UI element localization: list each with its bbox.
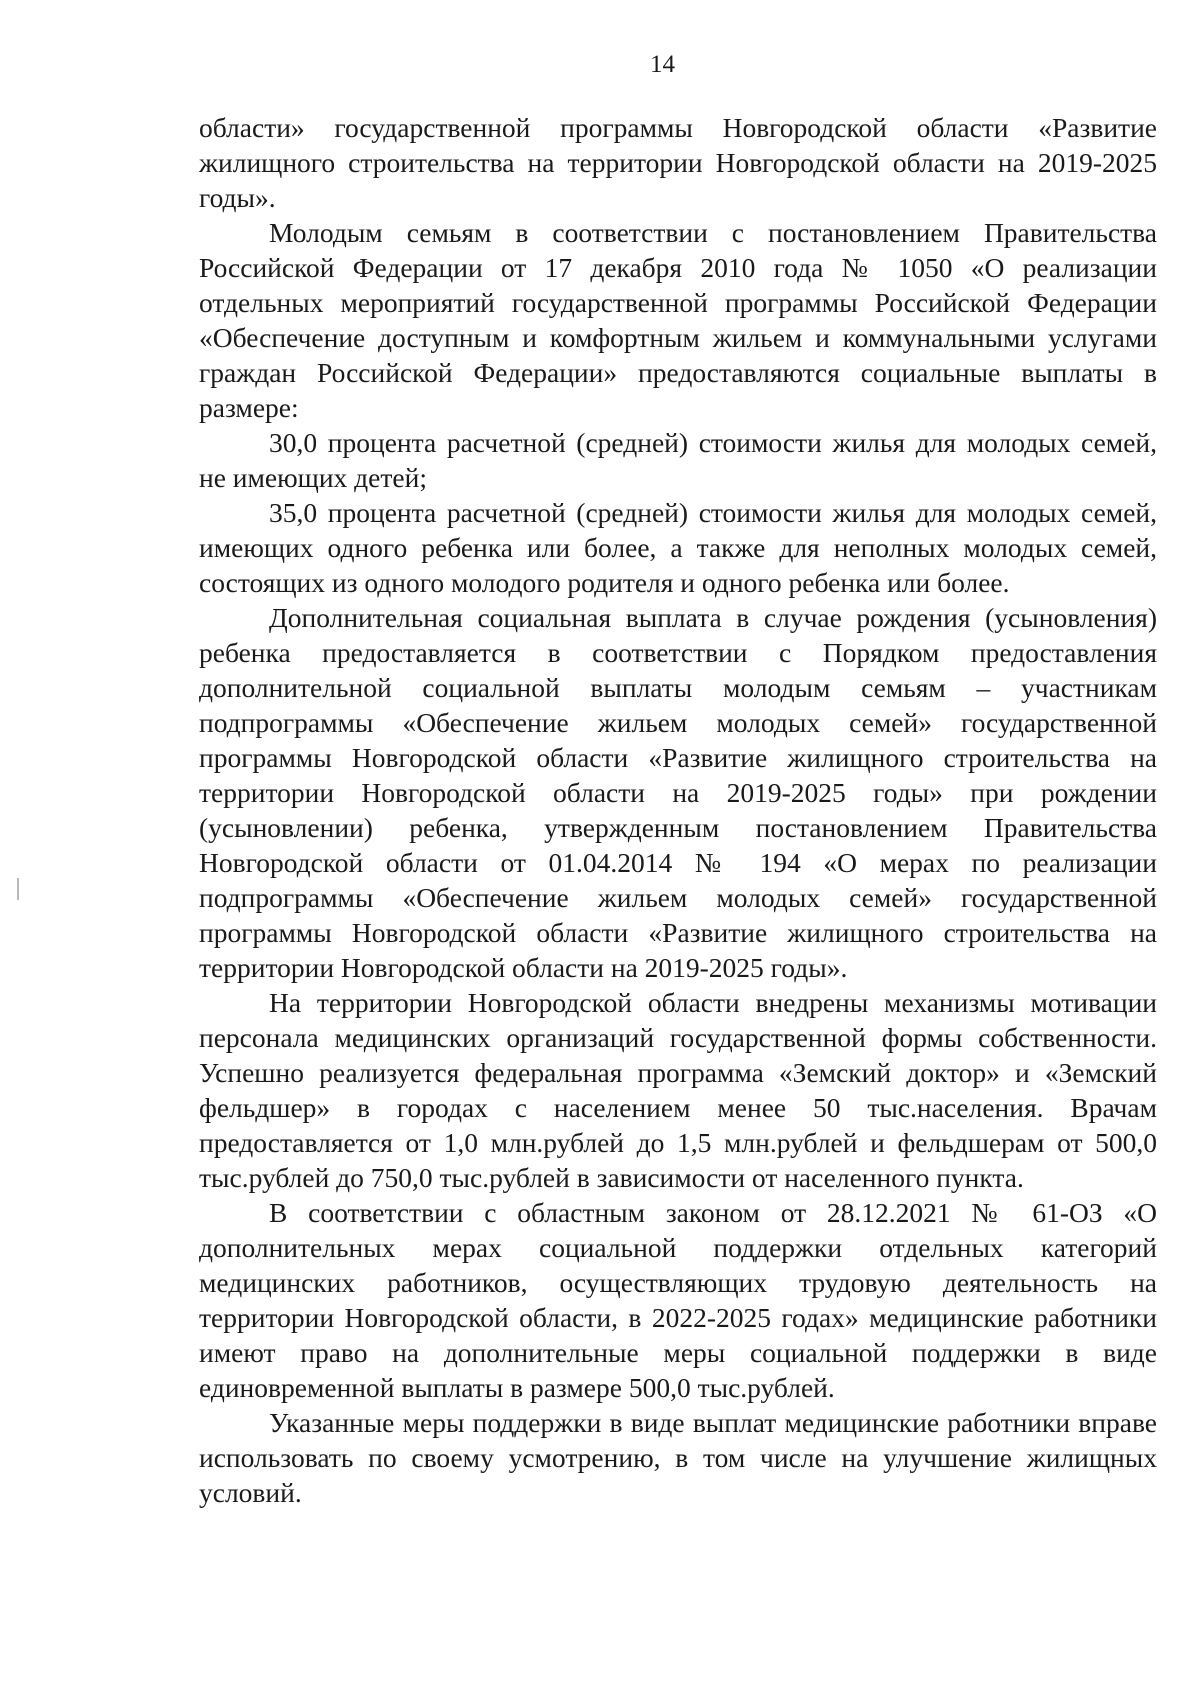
paragraph-usage: Указанные меры поддержки в виде выплат медицинские работники вправе использовать по своему усмотрению, в том числе на улучшение жилищных условий. [199,1407,1157,1508]
paragraph-additional-payment: Дополнительная социальная выплата в случае рождения (усыновления) ребенка предоставляется в соответствии с Порядком предоставления дополнительной социальной выплаты молодым семьям – участникам подпрограммы «Обеспечение жильем молодых семей» государственной программы Новгородской области «Развитие жилищного строительства на территории Новгородской области на 2019-2025 годы» при рождении (усыновлении) ребенка, утвержденным постановлением Правительства Новгородской области от 01.04.2014 № 194 «О мерах по реализации подпрограммы «Обеспечение жильем молодых семей» государственной программы Новгородской области «Развитие жилищного строительства на территории Новгородской области на 2019-2025 годы». [199,602,1157,983]
paragraph-payment-30: 30,0 процента расчетной (средней) стоимости жилья для молодых семей, не имеющих детей; [199,427,1157,493]
paragraph-payment-35: 35,0 процента расчетной (средней) стоимости жилья для молодых семей, имеющих одного ребенка или более, а также для неполных молодых семей, состоящих из одного молодого родителя и одного ребенка или более. [199,497,1157,598]
paragraph-regional-law: В соответствии с областным законом от 28.12.2021 № 61-ОЗ «О дополнительных мерах социальной поддержки отдельных категорий медицинских работников, осуществляющих трудовую деятельность на территории Новгородской области, в 2022-2025 годах» медицинские работники имеют право на дополнительные меры социальной поддержки в виде единовременной выплаты в размере 500,0 тыс.рублей. [199,1197,1157,1403]
paragraph-young-families: Молодым семьям в соответствии с постановлением Правительства Российской Федерации от 17 декабря 2010 года № 1050 «О реализации отдельных мероприятий государственной программы Российской Федерации «Обеспечение доступным и комфортным жильем и коммунальными услугами граждан Российской Федерации» предоставляются социальные выплаты в размере: [199,217,1157,423]
paragraph-continuation: области» государственной программы Новгородской области «Развитие жилищного строительства на территории Новгородской области на 2019-2025 годы». [199,112,1157,213]
page-number: 14 [650,51,675,78]
document-body [199,110,1157,1510]
paragraph-medical-motivation: На территории Новгородской области внедрены механизмы мотивации персонала медицинских организаций государственной формы собственности. Успешно реализуется федеральная программа «Земский доктор» и «Земский фельдшер» в городах с населением менее 50 тыс.населения. Врачам предоставляется от 1,0 млн.рублей до 1,5 млн.рублей и фельдшерам от 500,0 тыс.рублей до 750,0 тыс.рублей в зависимости от населенного пункта. [199,987,1157,1193]
scan-artifact-line [17,878,19,900]
